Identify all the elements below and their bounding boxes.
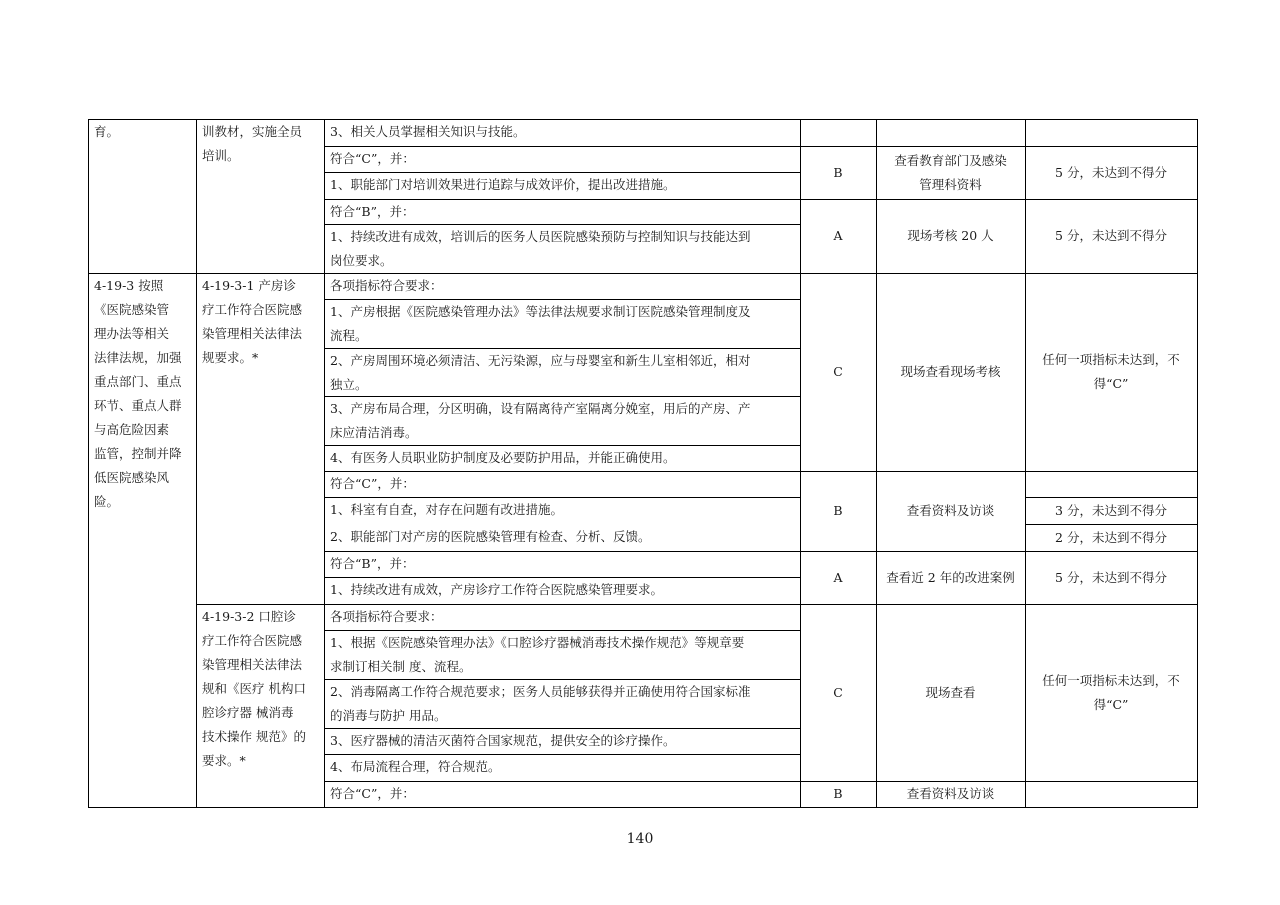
requirement-cell (324, 446, 800, 470)
requirement-cell (324, 525, 800, 549)
cell-text-line: 1、产房根据《医院感染管理办法》等法律法规要求制订医院感染管理制度及 (330, 304, 751, 319)
cell-text-line: 疗工作符合医院感 (202, 633, 303, 648)
cell-text-line: 各项指标符合要求： (330, 278, 443, 293)
cell-text-line: 2、产房周围环境必须清洁、无污染源，应与母婴室和新生儿室相邻近，相对 (330, 353, 751, 368)
requirement-cell (324, 147, 800, 171)
cell-text-line: 2、消毒隔离工作符合规范要求；医务人员能够获得并正确使用符合国家标准 (330, 684, 751, 699)
cell-text-line: 1、职能部门对培训效果进行追踪与成效评价，提出改进措施。 (330, 177, 676, 192)
cell-text-line: 符合“C”，并： (330, 476, 415, 491)
cell-text-line: 1、根据《医院感染管理办法》《口腔诊疗器械消毒技术操作规范》等规章要 (330, 635, 745, 650)
cell-text-line: 5 分，未达到不得分 (1055, 164, 1167, 180)
grade-cell (800, 360, 876, 384)
score-cell (1025, 348, 1197, 396)
score-cell (1025, 566, 1197, 590)
requirement-cell (324, 578, 800, 602)
cell-text-line: 2、职能部门对产房的医院感染管理有检查、分析、反馈。 (330, 529, 651, 544)
cell-text-line: 查看近 2 年的改进案例 (886, 569, 1015, 585)
cell-text-line: 染管理相关法律法 (202, 326, 303, 341)
cell-text-line: 4-19-3-2 口腔诊 (202, 609, 296, 624)
requirement-cell (324, 782, 800, 806)
grade-cell (800, 681, 876, 705)
requirement-cell (324, 498, 800, 522)
cell-text-line: 4-19-3 按照 (94, 278, 164, 293)
cell-text-line: 查看资料及访谈 (906, 503, 995, 518)
requirement-cell (324, 605, 800, 629)
requirement-cell (324, 680, 800, 728)
score-cell (1025, 669, 1197, 717)
table-rule (1197, 119, 1198, 808)
method-cell (876, 360, 1025, 384)
clause-cell (196, 274, 324, 370)
cell-text-line: 环节、重点人群 (94, 398, 182, 413)
cell-text-line: 低医院感染风 (94, 470, 170, 485)
cell-text-line: C (833, 364, 843, 379)
cell-text-line: 培训。 (202, 148, 240, 163)
cell-text-line: 1、持续改进有成效，产房诊疗工作符合医院感染管理要求。 (330, 582, 663, 597)
cell-text-line: 得“C” (1093, 376, 1129, 391)
cell-text-line: 重点部门、重点 (94, 374, 182, 389)
clause-cell (196, 120, 324, 168)
cell-text-line: 任何一项指标未达到，不 (1042, 672, 1180, 688)
cell-text-line: 与高危险因素 (94, 422, 170, 437)
score-cell (1025, 526, 1197, 550)
cell-text-line: 3 分，未达到不得分 (1055, 502, 1167, 518)
cell-text-line: 腔诊疗器 械消毒 (202, 705, 294, 720)
cell-text-line: 的消毒与防护 用品。 (330, 708, 447, 723)
cell-text-line: A (833, 569, 843, 585)
table-rule (88, 807, 1198, 808)
cell-text-line: 规要求。* (202, 350, 259, 365)
table-rule (876, 119, 877, 808)
method-cell (876, 681, 1025, 705)
requirement-cell (324, 755, 800, 779)
requirement-cell (324, 349, 800, 397)
cell-text-line: B (833, 503, 843, 518)
cell-text-line: 险。 (94, 494, 120, 509)
requirement-cell (324, 200, 800, 224)
grade-cell (800, 782, 876, 806)
score-cell (1025, 224, 1197, 248)
cell-text-line: 育。 (94, 124, 120, 139)
page-number: 140 (626, 831, 654, 847)
cell-text-line: 训教材，实施全员 (202, 124, 303, 139)
cell-text-line: 符合“C”，并： (330, 786, 415, 801)
cell-text-line: 符合“B”，并： (330, 556, 415, 571)
cell-text-line: 符合“C”，并： (330, 151, 415, 166)
cell-text-line: B (833, 786, 843, 801)
cell-text-line: 符合“B”，并： (330, 204, 415, 219)
score-cell (1025, 499, 1197, 523)
grade-cell (800, 224, 876, 248)
cell-text-line: 《医院感染管 (94, 302, 170, 317)
cell-text-line: 各项指标符合要求： (330, 609, 443, 624)
cell-text-line: 1、持续改进有成效，培训后的医务人员医院感染预防与控制知识与技能达到 (330, 229, 751, 244)
cell-text-line: 管理科资料 (919, 176, 982, 192)
requirement-cell (324, 300, 800, 348)
grade-cell (800, 161, 876, 185)
cell-text-line: 2 分，未达到不得分 (1055, 529, 1167, 545)
cell-text-line: 5 分，未达到不得分 (1055, 228, 1167, 243)
requirement-cell (324, 472, 800, 496)
cell-text-line: 查看资料及访谈 (906, 786, 995, 801)
cell-text-line: 任何一项指标未达到，不 (1042, 352, 1180, 367)
cell-text-line: 4、有医务人员职业防护制度及必要防护用品，并能正确使用。 (330, 450, 676, 465)
table-rule (800, 119, 801, 808)
cell-text-line: 现场查看 (925, 684, 976, 700)
method-cell (876, 782, 1025, 806)
cell-text-line: 查看教育部门及感染 (894, 152, 1007, 168)
cell-text-line: 理办法等相关 (94, 326, 170, 341)
cell-text-line: 3、医疗器械的清洁灭菌符合国家规范，提供安全的诊疗操作。 (330, 733, 676, 748)
cell-text-line: 流程。 (330, 328, 368, 343)
score-cell (1025, 161, 1197, 185)
cell-text-line: 规和《医疗 机构口 (202, 681, 306, 696)
cell-text-line: 要求。* (202, 753, 246, 768)
cell-text-line: 得“C” (1093, 696, 1129, 712)
cell-text-line: 现场考核 20 人 (907, 228, 994, 243)
cell-text-line: 染管理相关法律法 (202, 657, 303, 672)
cell-text-line: 岗位要求。 (330, 253, 393, 268)
clause-cell (196, 605, 324, 773)
cell-text-line: 疗工作符合医院感 (202, 302, 303, 317)
requirement-cell (324, 225, 800, 273)
requirement-cell (324, 729, 800, 753)
requirement-cell (324, 173, 800, 197)
method-cell (876, 224, 1025, 248)
requirement-cell (324, 397, 800, 445)
cell-text-line: A (833, 228, 843, 243)
requirement-cell (324, 274, 800, 298)
cell-text-line: 床应清洁消毒。 (330, 425, 418, 440)
cell-text-line: 3、相关人员掌握相关知识与技能。 (330, 124, 526, 139)
cell-text-line: 4-19-3-1 产房诊 (202, 278, 296, 293)
cell-text-line: 1、科室有自查，对存在问题有改进措施。 (330, 502, 563, 517)
cell-text-line: 法律法规，加强 (94, 350, 182, 365)
cell-text-line: 独立。 (330, 377, 368, 392)
cell-text-line: 3、产房布局合理，分区明确，设有隔离待产室隔离分娩室，用后的产房、产 (330, 401, 751, 416)
cell-text-line: B (833, 164, 843, 180)
cell-text-line: 现场查看现场考核 (900, 364, 1001, 379)
method-cell (876, 566, 1025, 590)
cell-text-line: 5 分，未达到不得分 (1055, 569, 1167, 585)
requirement-cell (324, 552, 800, 576)
cell-text-line: 监管，控制并降 (94, 446, 182, 461)
requirement-cell (324, 120, 800, 144)
method-cell (876, 149, 1025, 197)
method-cell (876, 499, 1025, 523)
cell-text-line: 技术操作 规范》的 (202, 729, 306, 744)
standard-cell (88, 274, 196, 514)
cell-text-line: 求制订相关制 度、流程。 (330, 659, 472, 674)
grade-cell (800, 566, 876, 590)
standard-cell (88, 120, 196, 144)
grade-cell (800, 499, 876, 523)
cell-text-line: C (833, 684, 843, 700)
requirement-cell (324, 631, 800, 679)
cell-text-line: 4、布局流程合理，符合规范。 (330, 759, 501, 774)
